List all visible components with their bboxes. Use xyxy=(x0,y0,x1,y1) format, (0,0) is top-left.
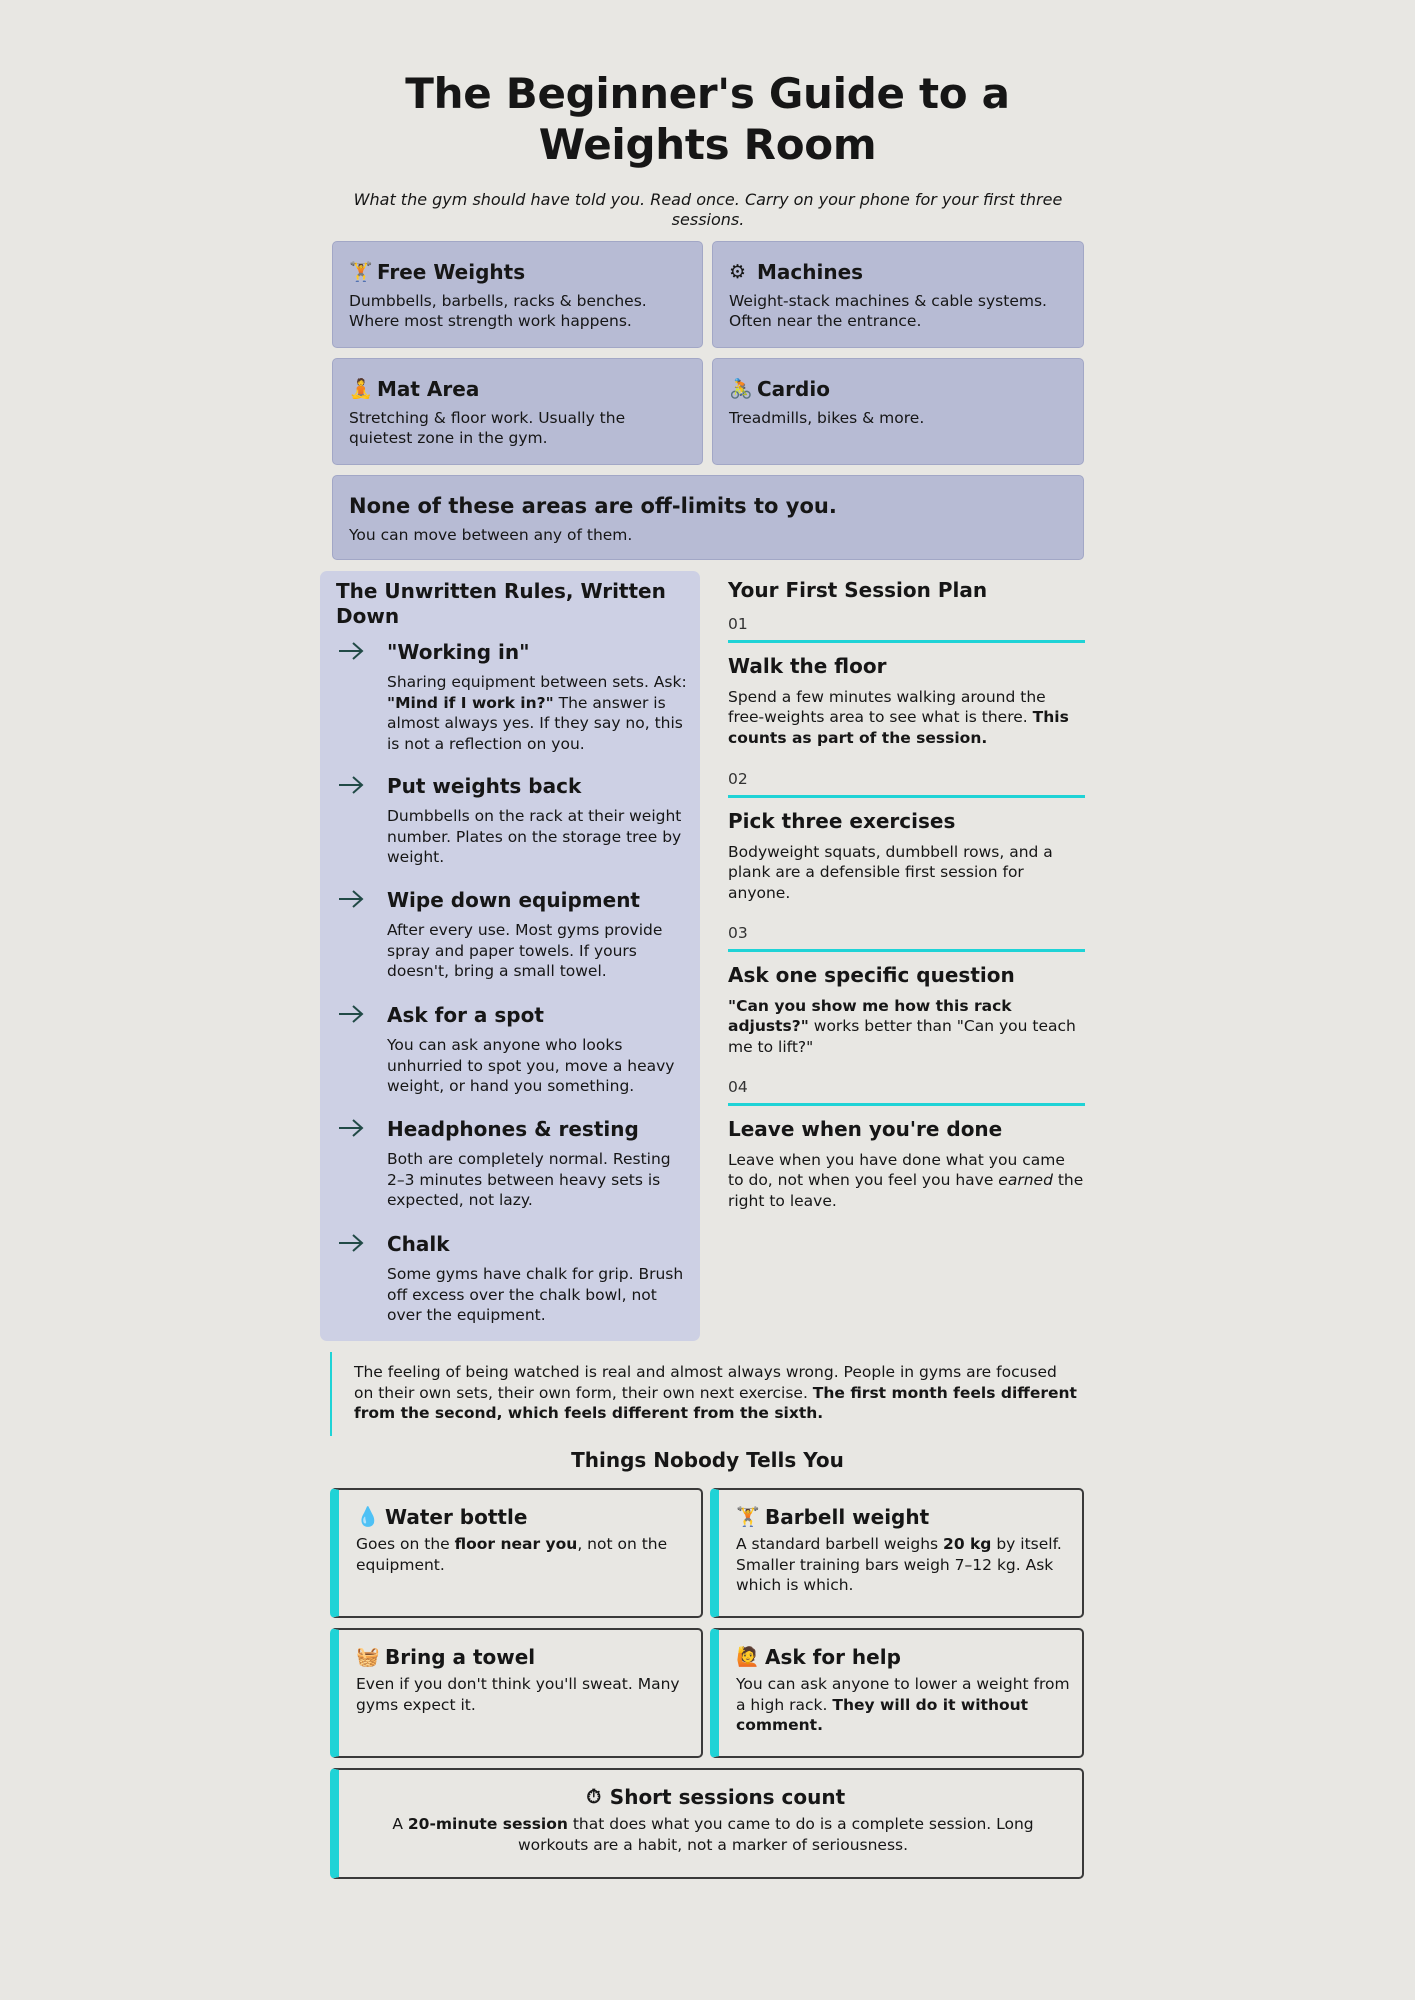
tip-title: Water bottle xyxy=(385,1505,528,1529)
meditation-icon: 🧘 xyxy=(349,378,373,400)
tip-card-short-sessions xyxy=(330,1768,1084,1879)
step-text: Leave when you have done what you came to do, not when you feel you have earned the right to leave. xyxy=(728,1150,1084,1210)
arrow-right-icon xyxy=(336,639,366,663)
area-text: Weight-stack machines & cable systems. Often near the entrance. xyxy=(729,292,1047,330)
rule-text: Both are completely normal. Resting 2–3 minutes between heavy sets is expected, not lazy. xyxy=(387,1150,671,1209)
step-title: Walk the floor xyxy=(728,653,887,678)
area-text: Stretching & floor work. Usually the quietest zone in the gym. xyxy=(349,409,626,447)
raised-hand-icon: 🙋 xyxy=(736,1646,760,1668)
rule-text: Sharing equipment between sets. Ask: "Mind if I work in?" The answer is almost always yes. If they say no, this is not a reflection on you. xyxy=(387,673,687,753)
step-divider xyxy=(728,1103,1085,1106)
rule-title: Wipe down equipment xyxy=(387,888,640,912)
note-text: You can move between any of them. xyxy=(349,526,633,544)
area-card-machines xyxy=(712,241,1084,348)
step-title: Ask one specific question xyxy=(728,962,1015,987)
tip-text: A standard barbell weighs 20 kg by itself. Smaller training bars weigh 7–12 kg. Ask which is which. xyxy=(736,1535,1062,1594)
step-text: "Can you show me how this rack adjusts?" works better than "Can you teach me to lift?" xyxy=(728,996,1076,1056)
tip-text: A 20-minute session that does what you came to do is a complete session. Long workouts are a habit, not a marker of seriousness. xyxy=(392,1815,1034,1854)
plan-step xyxy=(728,1077,1085,1211)
arrow-right-icon xyxy=(336,1231,366,1255)
weightlifter-icon: 🏋 xyxy=(349,261,373,283)
arrow-right-icon xyxy=(336,1002,366,1026)
step-divider xyxy=(728,795,1085,798)
rule-title: Headphones & resting xyxy=(387,1117,639,1141)
tip-card-ask-for-help xyxy=(710,1628,1084,1758)
area-title: Mat Area xyxy=(377,377,480,401)
plan-title: Your First Session Plan xyxy=(728,578,988,602)
basket-icon: 🧺 xyxy=(356,1646,380,1668)
tip-card-bring-towel xyxy=(330,1628,703,1758)
tip-title: Ask for help xyxy=(765,1645,901,1669)
step-number: 02 xyxy=(728,770,748,788)
rule-text: Dumbbells on the rack at their weight number. Plates on the storage tree by weight. xyxy=(387,807,682,866)
step-divider xyxy=(728,949,1085,952)
page-subtitle: What the gym should have told you. Read once. Carry on your phone for your first three sessions. xyxy=(353,190,1063,229)
area-title: Free Weights xyxy=(377,260,526,284)
tip-text: Goes on the floor near you, not on the equipment. xyxy=(356,1535,668,1574)
weightlifter-icon: 🏋 xyxy=(736,1506,760,1528)
plan-step xyxy=(728,923,1085,1057)
area-title: Machines xyxy=(757,260,864,284)
rule-text: After every use. Most gyms provide spray and paper towels. If yours doesn't, bring a small towel. xyxy=(387,921,663,980)
droplet-icon: 💧 xyxy=(356,1506,380,1528)
step-title: Pick three exercises xyxy=(728,808,956,833)
rule-title: Chalk xyxy=(387,1232,450,1256)
area-card-free-weights xyxy=(332,241,703,348)
step-text: Spend a few minutes walking around the free-weights area to see what is there. This counts as part of the session. xyxy=(728,687,1069,747)
tip-text: Even if you don't think you'll sweat. Many gyms expect it. xyxy=(356,1675,680,1714)
tip-card-water-bottle xyxy=(330,1488,703,1618)
tip-card-barbell-weight xyxy=(710,1488,1084,1618)
reassurance-quote: The feeling of being watched is real and almost always wrong. People in gyms are focused on their own sets, their own form, their own next exercise. The first month feels different from the second, which feels different from the sixth. xyxy=(330,1352,1085,1436)
area-text: Treadmills, bikes & more. xyxy=(729,409,925,427)
unwritten-rules-panel xyxy=(320,571,700,1341)
arrow-right-icon xyxy=(336,887,366,911)
rule-text: You can ask anyone who looks unhurried to spot you, move a heavy weight, or hand you something. xyxy=(387,1036,675,1095)
plan-step xyxy=(728,769,1085,903)
step-title: Leave when you're done xyxy=(728,1116,1003,1141)
things-title: Things Nobody Tells You xyxy=(571,1448,844,1472)
tip-title: Bring a towel xyxy=(385,1645,536,1669)
rule-title: Put weights back xyxy=(387,774,582,798)
rule-title: Ask for a spot xyxy=(387,1003,544,1027)
area-text: Dumbbells, barbells, racks & benches. Where most strength work happens. xyxy=(349,292,647,330)
rule-text: Some gyms have chalk for grip. Brush off excess over the chalk bowl, not over the equipment. xyxy=(387,1265,684,1324)
area-title: Cardio xyxy=(757,377,830,401)
step-number: 03 xyxy=(728,924,748,942)
area-card-cardio xyxy=(712,358,1084,465)
cyclist-icon: 🚴 xyxy=(729,378,753,400)
gear-icon: ⚙ xyxy=(729,261,747,283)
off-limits-note xyxy=(332,475,1084,560)
tip-title: Short sessions count xyxy=(609,1785,846,1809)
stopwatch-icon: ⏱ xyxy=(586,1786,602,1808)
arrow-right-icon xyxy=(336,773,366,797)
step-number: 04 xyxy=(728,1078,748,1096)
rule-title: "Working in" xyxy=(387,640,530,664)
rules-title: The Unwritten Rules, Written Down xyxy=(336,579,666,628)
step-number: 01 xyxy=(728,615,748,633)
step-text: Bodyweight squats, dumbbell rows, and a plank are a defensible first session for anyone. xyxy=(728,842,1053,902)
note-title: None of these areas are off-limits to you. xyxy=(349,494,837,518)
area-card-mat-area xyxy=(332,358,703,465)
tip-title: Barbell weight xyxy=(765,1505,930,1529)
step-divider xyxy=(728,640,1085,643)
plan-step xyxy=(728,614,1085,748)
page-title: The Beginner's Guide to a Weights Room xyxy=(405,69,1010,169)
tip-text: You can ask anyone to lower a weight from a high rack. They will do it without comment. xyxy=(736,1675,1070,1734)
arrow-right-icon xyxy=(336,1116,366,1140)
